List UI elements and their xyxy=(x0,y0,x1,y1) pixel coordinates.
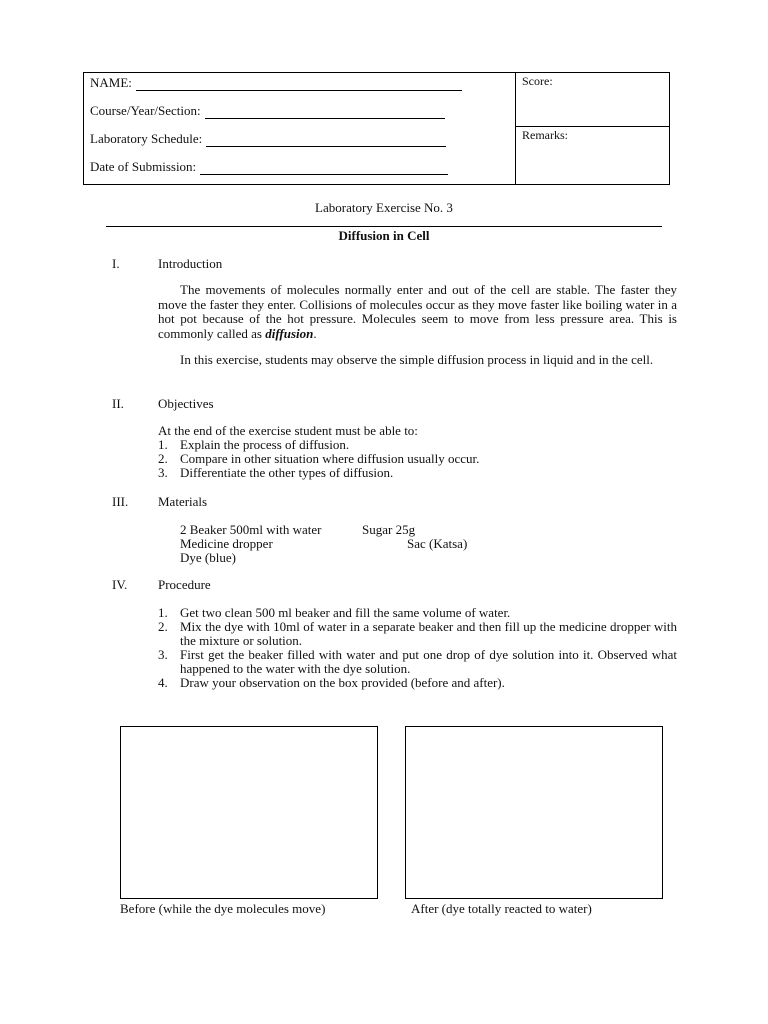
name-field[interactable] xyxy=(90,75,462,91)
list-number: 1. xyxy=(158,437,168,452)
list-number: 2. xyxy=(158,619,168,634)
materials-heading: Materials xyxy=(158,494,208,509)
list-item xyxy=(158,606,677,620)
diffusion-emphasis: diffusion xyxy=(265,325,314,341)
list-item xyxy=(158,676,677,690)
after-caption: After (dye totally reacted to water) xyxy=(411,901,592,916)
material-sugar: Sugar 25g xyxy=(362,522,416,537)
date-line[interactable] xyxy=(200,162,448,175)
list-text: Draw your observation on the box provided (before and after). xyxy=(180,675,505,690)
exercise-number: Laboratory Exercise No. 3 xyxy=(315,200,453,215)
exercise-title: Diffusion in Cell xyxy=(338,228,430,243)
objectives-heading: Objectives xyxy=(158,396,214,411)
before-caption: Before (while the dye molecules move) xyxy=(120,901,326,916)
date-field[interactable] xyxy=(90,159,448,175)
list-item xyxy=(158,452,677,466)
list-item xyxy=(158,648,677,676)
after-drawing-box[interactable] xyxy=(405,726,663,899)
list-number: 1. xyxy=(158,605,168,620)
schedule-line[interactable] xyxy=(206,134,446,147)
schedule-label: Laboratory Schedule: xyxy=(90,131,203,146)
list-item xyxy=(158,620,677,648)
objectives-list xyxy=(158,424,677,480)
intro-paragraph-2: In this exercise, students may observe the simple diffusion process in liquid and in the cell. xyxy=(180,352,654,367)
list-text: Mix the dye with 10ml of water in a separate beaker and then fill up the medicine dropper with the mixture or solution. xyxy=(180,619,677,648)
material-dropper: Medicine dropper xyxy=(180,536,273,551)
list-text: Differentiate the other types of diffusion. xyxy=(180,465,394,480)
intro-numeral: I. xyxy=(112,256,120,271)
course-label: Course/Year/Section: xyxy=(90,103,201,118)
name-label: NAME: xyxy=(90,75,132,90)
list-text: Compare in other situation where diffusion usually occur. xyxy=(180,451,480,466)
list-item xyxy=(158,438,677,452)
list-number: 4. xyxy=(158,675,168,690)
remarks-cell xyxy=(515,127,669,184)
student-info-box xyxy=(83,72,670,185)
score-label: Score: xyxy=(522,74,553,88)
list-number: 3. xyxy=(158,465,168,480)
material-beaker: 2 Beaker 500ml with water xyxy=(180,522,322,537)
objectives-numeral: II. xyxy=(112,396,124,411)
list-item xyxy=(158,466,677,480)
list-text: Get two clean 500 ml beaker and fill the same volume of water. xyxy=(180,605,511,620)
date-label: Date of Submission: xyxy=(90,159,197,174)
course-line[interactable] xyxy=(205,106,445,119)
procedure-heading: Procedure xyxy=(158,577,211,592)
name-line[interactable] xyxy=(136,78,462,91)
list-text: Explain the process of diffusion. xyxy=(180,437,350,452)
student-info-fields xyxy=(84,73,516,184)
list-number: 2. xyxy=(158,451,168,466)
remarks-label: Remarks: xyxy=(522,128,568,142)
before-drawing-box[interactable] xyxy=(120,726,378,899)
intro-p1-end: . xyxy=(313,325,317,341)
material-sac: Sac (Katsa) xyxy=(407,536,468,551)
grading-cells xyxy=(515,73,669,184)
objectives-lead: At the end of the exercise student must be able to: xyxy=(158,423,418,438)
score-cell xyxy=(515,73,669,127)
procedure-list xyxy=(158,606,677,690)
intro-heading: Introduction xyxy=(158,256,223,271)
schedule-field[interactable] xyxy=(90,131,446,147)
materials-numeral: III. xyxy=(112,494,129,509)
list-number: 3. xyxy=(158,647,168,662)
procedure-numeral: IV. xyxy=(112,577,128,592)
list-text: First get the beaker filled with water and put one drop of dye solution into it. Observed what happened to the water with the dye solution. xyxy=(180,647,677,676)
intro-p1-text: The movements of molecules normally enter and out of the cell are stable. The faster they move the faster they enter. Collisions of molecules occur as they move faster like boiling water in a hot pot because of the hot pressure. Molecules seem to move from less pressure area. This is commonly called as xyxy=(158,282,677,341)
course-field[interactable] xyxy=(90,103,445,119)
intro-paragraph-1 xyxy=(158,283,677,341)
material-dye: Dye (blue) xyxy=(180,550,236,565)
title-rule xyxy=(106,226,662,227)
